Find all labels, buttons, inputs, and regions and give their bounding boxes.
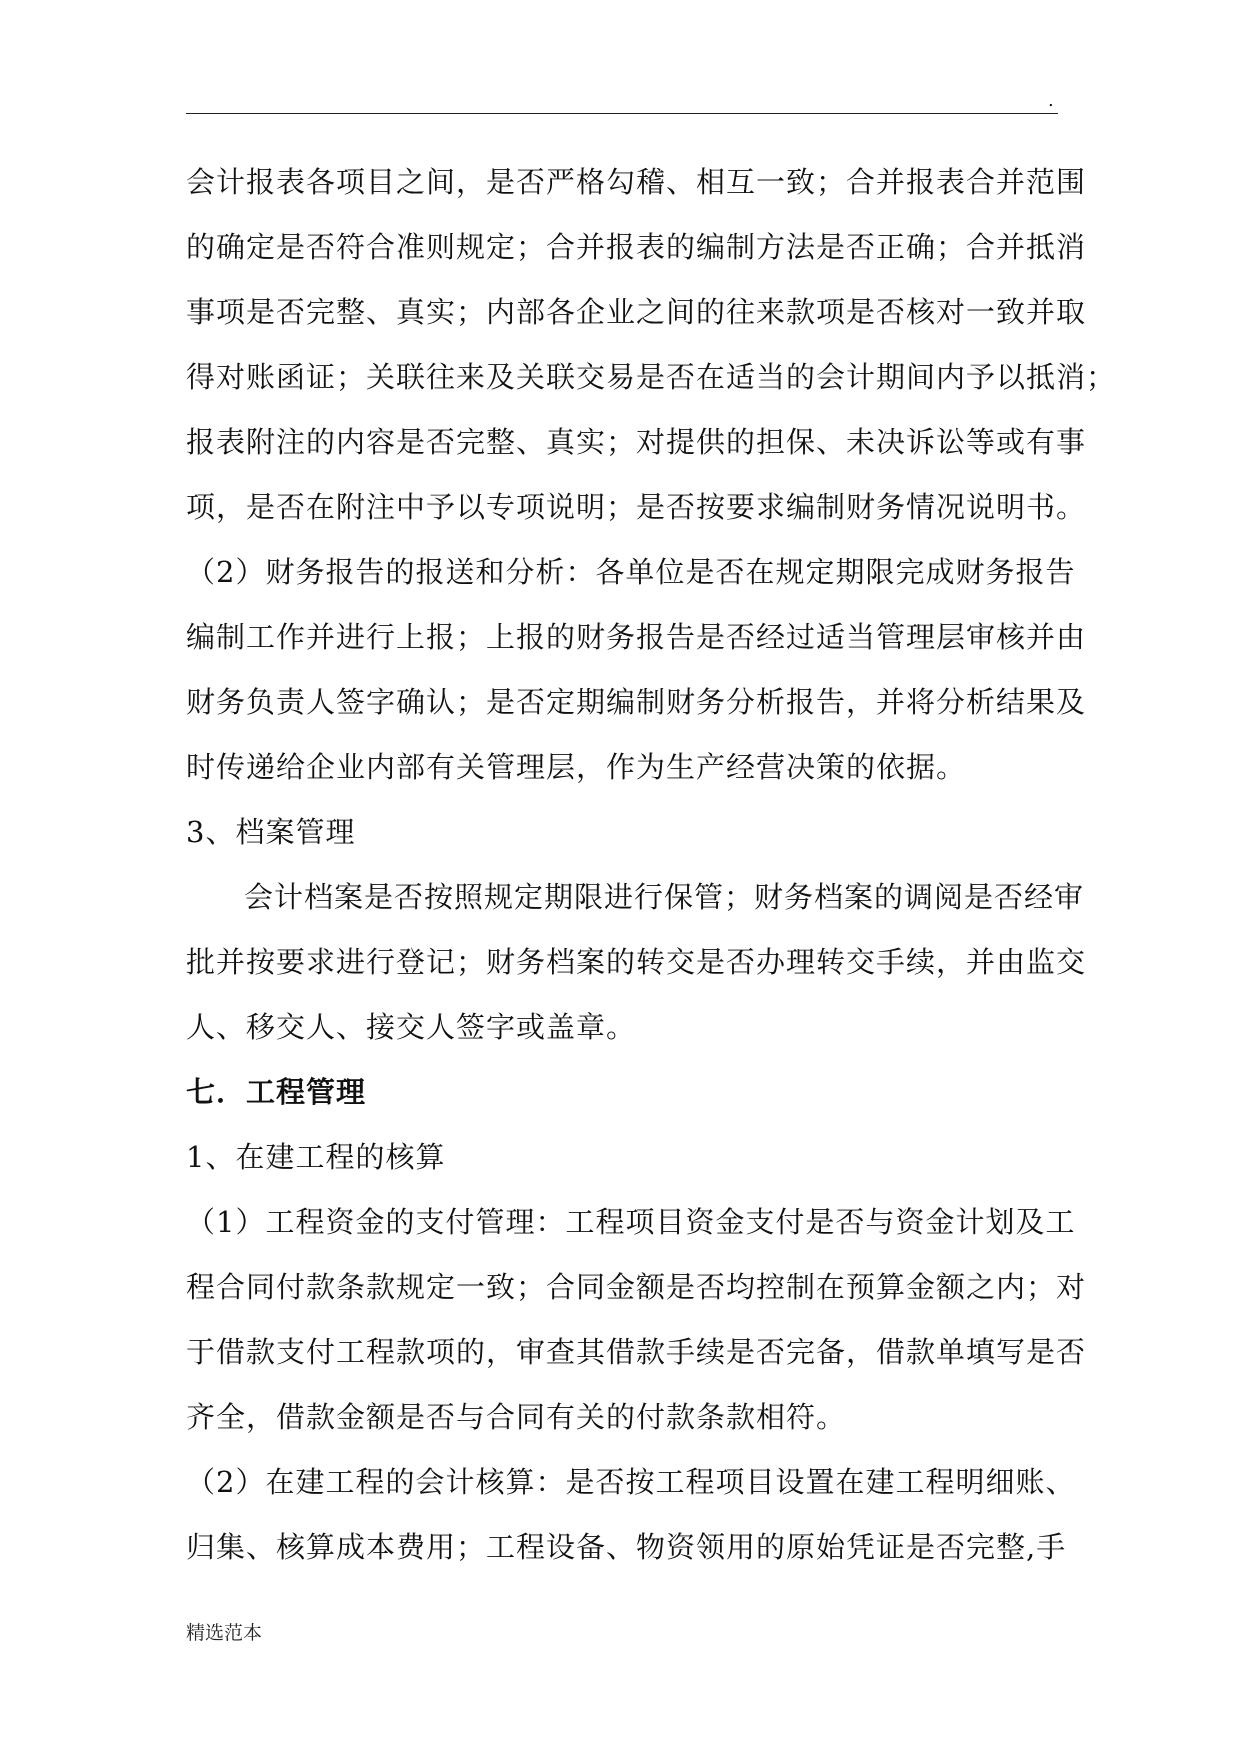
- footer-text: 精选范本: [186, 1622, 263, 1644]
- header-rule: [186, 113, 1058, 114]
- section-subheading: 3、档案管理: [186, 815, 356, 849]
- paragraph-line: 会计档案是否按照规定期限进行保管；财务档案的调阅是否经审: [244, 880, 1085, 914]
- paragraph-line: 人、移交人、接交人签字或盖章。: [186, 1010, 637, 1044]
- body-text: [186, 150, 1117, 1580]
- paragraph-line: 事项是否完整、真实；内部各企业之间的往来款项是否核对一致并取: [186, 295, 1087, 329]
- paragraph-line: （1）工程资金的支付管理：工程项目资金支付是否与资金计划及工: [186, 1205, 1076, 1239]
- paragraph-line: 程合同付款条款规定一致；合同金额是否均控制在预算金额之内；对: [186, 1270, 1087, 1304]
- header-mark: .: [1048, 90, 1054, 111]
- paragraph-line: 报表附注的内容是否完整、真实；对提供的担保、未决诉讼等或有事: [186, 425, 1087, 459]
- section-heading: 七．工程管理: [186, 1075, 367, 1109]
- paragraph-line: 编制工作并进行上报；上报的财务报告是否经过适当管理层审核并由: [186, 620, 1087, 654]
- paragraph-line: 的确定是否符合准则规定；合并报表的编制方法是否正确；合并抵消: [186, 230, 1087, 264]
- paragraph-line: 批并按要求进行登记；财务档案的转交是否办理转交手续，并由监交: [186, 945, 1087, 979]
- paragraph-line: 项，是否在附注中予以专项说明；是否按要求编制财务情况说明书。: [186, 490, 1087, 524]
- paragraph-line: 时传递给企业内部有关管理层，作为生产经营决策的依据。: [186, 750, 967, 784]
- paragraph-line: 会计报表各项目之间，是否严格勾稽、相互一致；合并报表合并范围: [186, 165, 1087, 199]
- paragraph-line: 财务负责人签字确认；是否定期编制财务分析报告，并将分析结果及: [186, 685, 1087, 719]
- paragraph-line: （2）财务报告的报送和分析：各单位是否在规定期限完成财务报告: [186, 555, 1076, 589]
- section-subheading: 1、在建工程的核算: [186, 1140, 446, 1174]
- paragraph-line: 归集、核算成本费用；工程设备、物资领用的原始凭证是否完整,手: [186, 1530, 1067, 1564]
- paragraph-line: 于借款支付工程款项的，审查其借款手续是否完备，借款单填写是否: [186, 1335, 1087, 1369]
- paragraph-line: 齐全，借款金额是否与合同有关的付款条款相符。: [186, 1400, 847, 1434]
- paragraph-line: （2）在建工程的会计核算：是否按工程项目设置在建工程明细账、: [186, 1465, 1076, 1499]
- paragraph-line: 得对账函证；关联往来及关联交易是否在适当的会计期间内予以抵消；: [186, 360, 1117, 394]
